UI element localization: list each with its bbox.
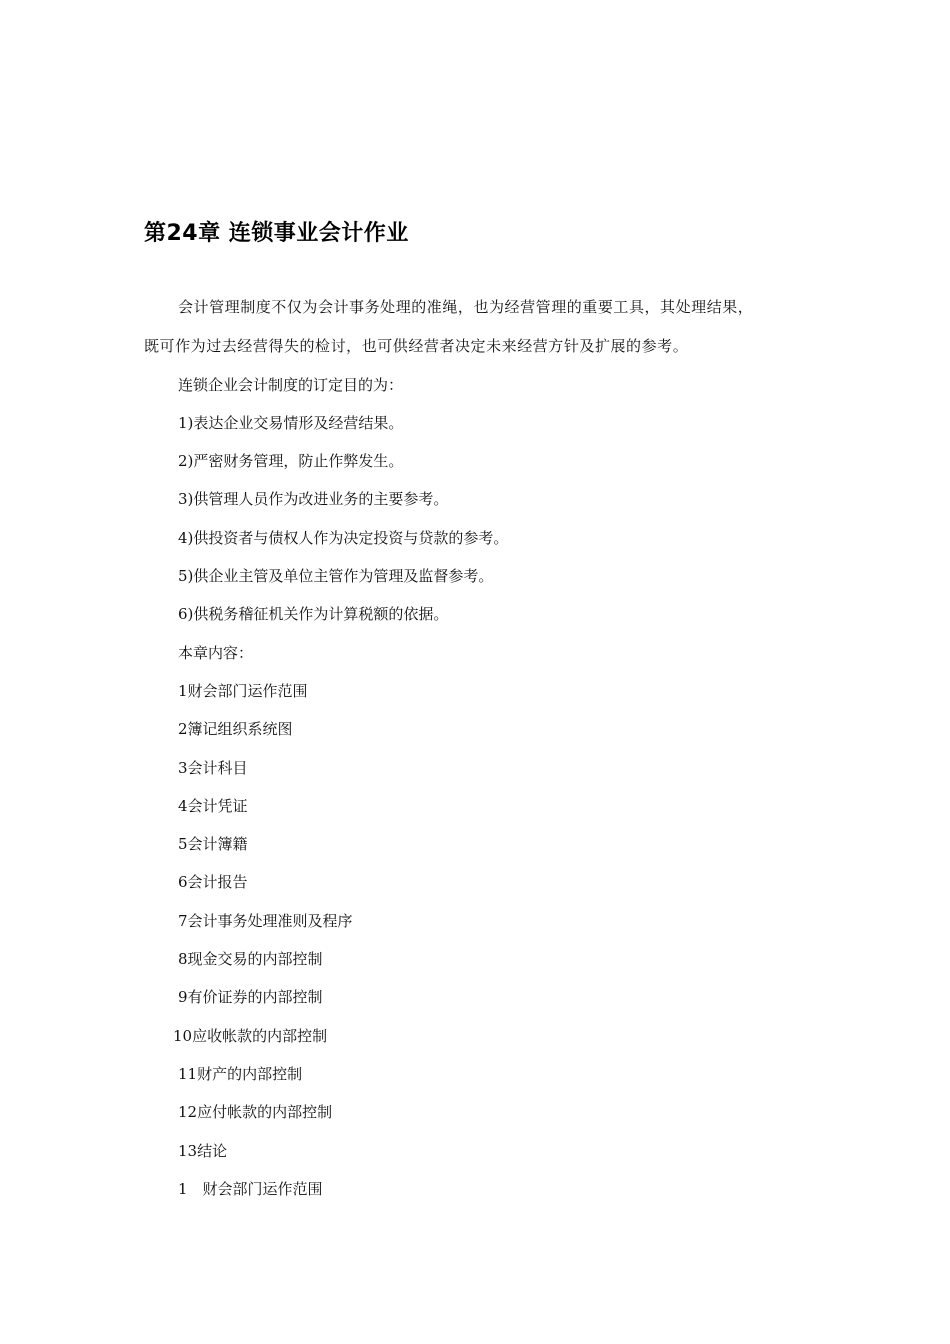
contents-item: 7会计事务处理准则及程序 <box>178 912 353 930</box>
contents-item: 9有价证券的内部控制 <box>178 988 323 1006</box>
contents-item: 11财产的内部控制 <box>178 1065 303 1083</box>
contents-item: 8现金交易的内部控制 <box>178 950 323 968</box>
contents-item: 1财会部门运作范围 <box>178 682 308 700</box>
contents-item: 3会计科目 <box>178 759 248 777</box>
contents-item: 13结论 <box>178 1142 228 1160</box>
purpose-heading: 连锁企业会计制度的订定目的为： <box>178 376 404 394</box>
contents-item: 2簿记组织系统图 <box>178 720 293 738</box>
purpose-item: 2)严密财务管理，防止作弊发生。 <box>178 452 404 470</box>
purpose-item: 4)供投资者与债权人作为决定投资与贷款的参考。 <box>178 529 509 547</box>
purpose-item: 3)供管理人员作为改进业务的主要参考。 <box>178 490 449 508</box>
purpose-item: 6)供税务稽征机关作为计算税额的依据。 <box>178 605 449 623</box>
contents-heading: 本章内容： <box>178 644 254 662</box>
contents-item: 4会计凭证 <box>178 797 248 815</box>
contents-item: 12应付帐款的内部控制 <box>178 1103 333 1121</box>
purpose-item: 1)表达企业交易情形及经营结果。 <box>178 414 404 432</box>
chapter-title: 第24章 连锁事业会计作业 <box>144 221 409 246</box>
intro-paragraph-line-1: 会计管理制度不仅为会计事务处理的准绳，也为经营管理的重要工具，其处理结果， <box>178 298 754 316</box>
contents-item: 5会计簿籍 <box>178 835 248 853</box>
section-heading: 1 财会部门运作范围 <box>178 1180 323 1198</box>
contents-item: 10应收帐款的内部控制 <box>173 1027 328 1045</box>
contents-item: 6会计报告 <box>178 873 248 891</box>
purpose-item: 5)供企业主管及单位主管作为管理及监督参考。 <box>178 567 494 585</box>
intro-paragraph-line-2: 既可作为过去经营得失的检讨，也可供经营者决定未来经营方针及扩展的参考。 <box>144 337 689 355</box>
